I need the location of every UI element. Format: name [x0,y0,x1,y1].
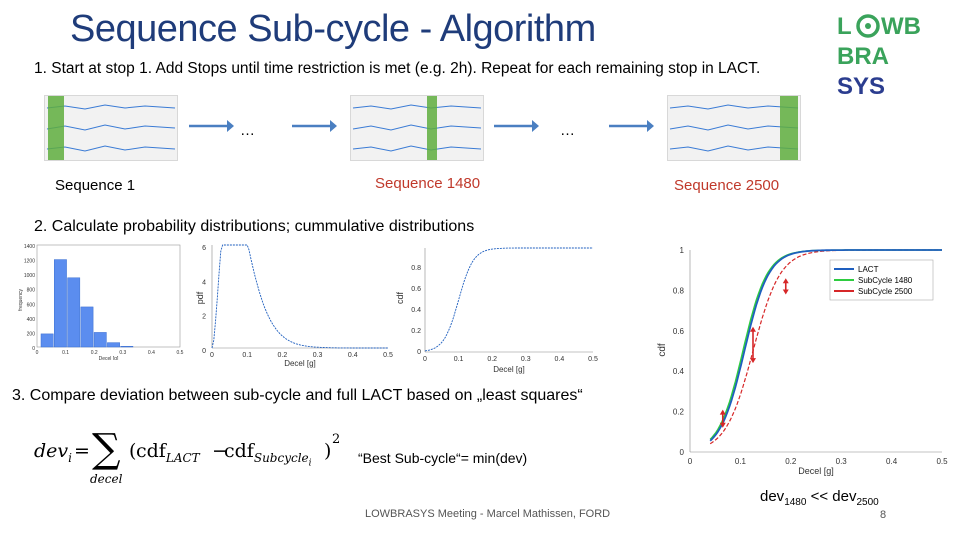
sequence-1480-label: Sequence 1480 [375,175,481,192]
histogram-y-tick: 600 [26,302,35,309]
cdf-big-x-tick: 0.2 [785,457,797,466]
deviation-arrow-1-head-bottom [783,289,789,294]
pdf-y-tick: 0 [202,348,206,355]
pdf-chart [190,240,395,368]
best-subcycle-text: “Best Sub-cycle“= min(dev) [358,450,528,466]
histogram-bar [121,346,133,347]
cdf-small-x-tick: 0.2 [487,356,498,363]
deviation-comparison [760,488,879,508]
sequence-1480-plot [350,95,484,161]
histogram-y-tick: 800 [26,287,35,294]
cdf-big-y-tick: 0 [679,448,684,457]
page-number: 8 [880,509,887,521]
cdf-small-y-tick: 0.8 [411,265,421,272]
formula-cdf-subcycle: cdf [224,440,254,462]
formula-dev: dev [34,440,69,462]
cdf-big-x-label: Decel [g] [798,466,834,476]
histogram-x-label: Decel [g] [98,356,119,360]
histogram-bar [41,334,53,347]
ellipsis-2: … [560,122,575,139]
histogram-y-tick: 0 [32,346,35,352]
formula-cdf-lact: cdf [136,440,166,462]
histogram-x-tick: 0.5 [176,350,184,356]
cdf-small-x-tick: 0.5 [588,356,598,363]
cdf-big-y-label: cdf [657,343,668,357]
svg-text:L: L [837,13,852,40]
sequence-2500-plot [667,95,801,161]
step-3-text: 3. Compare deviation between sub-cycle and full LACT based on „least squares“ [12,387,583,404]
cdf-small-x-tick: 0.4 [554,356,565,363]
cdf-small-x-tick: 0.1 [453,356,464,363]
cdf-big-legend-label: SubCycle 2500 [858,287,913,296]
histogram-x-tick: 0.3 [119,350,127,356]
histogram-y-label: frequency [18,289,24,311]
lowbrasys-logo [835,8,933,98]
cdf-small-y-tick: 0.4 [411,307,421,314]
ellipsis-1: … [240,122,255,139]
histogram-y-tick: 200 [26,331,35,338]
cdf-comparison-chart [655,238,955,483]
formula-dev-index: i [68,450,72,465]
histogram-x-tick: 0 [35,350,39,356]
arrow-1 [187,118,235,134]
formula-subcycle-sub: Subcycle [253,450,309,465]
cdf-big-legend-label: LACT [858,265,879,274]
pdf-x-tick: 0.2 [277,352,288,359]
dev-a-sub: 1480 [784,497,807,508]
cdf-small-y-tick: 0.6 [411,286,421,293]
cdf-big-y-tick: 1 [679,246,684,255]
pdf-x-tick: 0.5 [383,352,393,359]
sequence-1-plot [44,95,178,161]
cdf-big-x-tick: 0.5 [936,457,948,466]
page-title: Sequence Sub-cycle - Algorithm [70,8,596,50]
cdf-small-y-tick: 0 [417,349,421,356]
cdf-big-y-tick: 0.4 [672,367,684,377]
pdf-y-label: pdf [195,291,205,305]
formula-equals: = [74,440,90,462]
cdf-small-curve [425,248,593,351]
arrow-4 [607,118,655,134]
deviation-arrow-1-head-top [783,278,789,283]
dev-b-sub: 2500 [856,497,879,508]
dev-op: << [806,488,833,505]
cdf-big-legend-label: SubCycle 1480 [858,276,913,285]
histogram-x-tick: 0.2 [90,350,98,356]
cdf-small-y-label: cdf [395,291,405,305]
arrow-2 [290,118,338,134]
histogram-chart [15,240,185,360]
formula-minus: − [212,440,228,462]
svg-text:BRA: BRA [837,43,889,70]
formula-lact-sub: LACT [165,450,200,465]
cdf-big-y-tick: 0.6 [672,326,684,336]
arrow-3 [492,118,540,134]
histogram-y-tick: 400 [26,316,35,323]
pdf-x-tick: 0.3 [312,352,323,359]
histogram-bar [54,260,66,347]
cdf-small-x-label: Decel [g] [493,365,525,374]
sequence-1-label: Sequence 1 [55,177,136,194]
cdf-small-x-tick: 0 [423,356,427,363]
formula-subcycle-index: i [308,458,312,469]
svg-text:SYS: SYS [837,73,886,98]
dev-a: dev [760,488,785,505]
sequence-2500-label: Sequence 2500 [674,177,780,194]
step-2-text: 2. Calculate probability distributions; cummulative distributions [34,218,475,235]
cdf-small-y-tick: 0.2 [411,328,421,335]
cdf-big-y-tick: 0.2 [672,407,684,417]
pdf-y-tick: 2 [202,313,206,321]
histogram-x-tick: 0.1 [62,350,70,356]
histogram-y-tick: 1000 [23,273,35,280]
cdf-big-y-tick: 0.8 [672,286,684,296]
cdf-small-x-tick: 0.3 [520,356,531,363]
least-squares-formula: dev$_i$ = ∑ decel ( cdf$_{LACT}$ − cdf$_{Subcycle_i}$ ) 2 [34,426,341,486]
histogram-bar [81,307,93,347]
formula-power: 2 [332,432,341,447]
step-1-text: 1. Start at stop 1. Add Stops until time restriction is met (e.g. 2h). Repeat for each remaining stop in LACT. [34,60,761,77]
cdf-big-x-tick: 0.4 [886,457,898,466]
cdf-big-x-tick: 0.1 [734,457,746,466]
deviation-arrow-2-head-bottom [750,358,756,363]
pdf-x-tick: 0.1 [242,352,253,359]
histogram-y-tick: 1400 [23,244,35,250]
histogram-bar [107,343,119,347]
histogram-x-tick: 0.4 [147,350,155,356]
cdf-big-x-tick: 0.3 [835,457,847,466]
histogram-bar [68,278,80,347]
cdf-big-x-tick: 0 [687,457,693,466]
svg-text:WB: WB [881,13,921,40]
formula-sum-under: decel [90,472,123,486]
pdf-y-tick: 4 [202,279,206,287]
pdf-x-label: Decel [g] [284,359,316,368]
footer-text: LOWBRASYS Meeting - Marcel Mathissen, FORD [365,508,611,520]
cdf-small-chart [393,240,603,378]
pdf-x-tick: 0.4 [347,352,358,359]
histogram-bar [94,332,106,347]
pdf-y-tick: 6 [202,245,206,252]
deviation-arrow-3-head-top [720,410,726,415]
histogram-y-tick: 1200 [23,258,35,265]
pdf-x-tick: 0 [210,352,214,359]
sum-symbol: ∑ [92,426,121,472]
dev-b: dev [832,488,857,505]
pdf-curve [212,245,388,348]
